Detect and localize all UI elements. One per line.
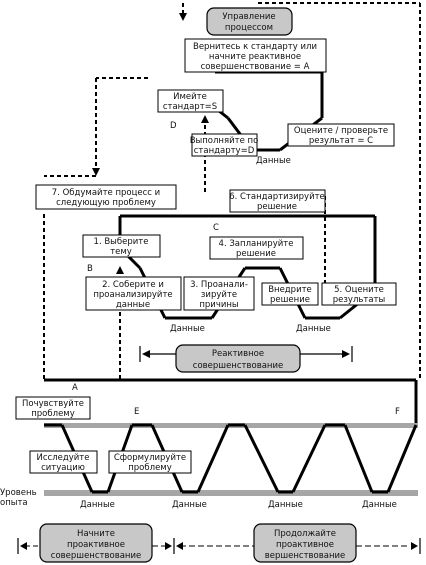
step3-box: [184, 277, 254, 310]
box-line: следующую проблему: [56, 198, 156, 208]
do-standard-box: [190, 134, 259, 156]
pill-line: Управление: [222, 12, 276, 22]
box-line: решение: [236, 249, 276, 259]
box-line: зируйте: [200, 290, 238, 300]
box-line: 2. Соберите и: [102, 280, 164, 290]
box-line: Почувствуйте: [21, 399, 85, 409]
data-label: Данные: [170, 324, 205, 334]
letter-d: D: [170, 121, 177, 131]
data-label: Данные: [362, 500, 397, 510]
implement-box: [262, 283, 318, 305]
box-line: Внедрите: [268, 285, 312, 295]
step7-box: [36, 185, 176, 209]
box-line: 5. Оцените: [334, 285, 384, 295]
pill-line: проактивное: [276, 540, 334, 550]
formulate-box: [109, 451, 191, 473]
box-line: стандарту=D: [193, 146, 255, 156]
data-label: Данные: [268, 500, 303, 510]
right-arrow-icon: [411, 542, 418, 550]
down-arrow-icon: [92, 168, 100, 176]
pill-line: совершенствование: [50, 551, 142, 561]
box-line: тему: [110, 247, 132, 257]
data-label: Данные: [296, 324, 331, 334]
box-line: 6. Стандартизируйте: [229, 192, 325, 202]
data-label: Данные: [256, 156, 291, 166]
box-line: Сформулируйте: [113, 453, 187, 463]
proactive-wave: [44, 425, 416, 492]
pill-line: Продолжайте: [273, 529, 337, 539]
return-to-standard-box: [185, 39, 326, 72]
proactive-frame: [44, 380, 416, 425]
box-line: начните реактивное: [208, 52, 302, 62]
pill-line: проактивное: [67, 540, 125, 550]
box-line: 4. Запланируйте: [218, 239, 294, 249]
box-line: 3. Проанали-: [190, 280, 248, 290]
box-line: результаты: [332, 295, 386, 305]
letter-b: B: [87, 264, 93, 274]
have-standard-box: [158, 90, 223, 112]
box-line: Имейте: [173, 92, 207, 102]
step6-box: [229, 190, 325, 212]
reactive-pill: [176, 345, 300, 372]
step5-box: [322, 283, 396, 305]
right-arrow-icon: [342, 350, 350, 358]
explore-box: [30, 451, 97, 473]
letter-a: A: [72, 383, 78, 393]
data-label: Данные: [172, 500, 207, 510]
box-line: стандарт=S: [162, 102, 218, 112]
box-line: проблему: [31, 409, 75, 419]
continue-proactive-pill: [254, 524, 356, 562]
pill-line: процессом: [224, 23, 274, 33]
up-arrow-icon: [116, 266, 124, 274]
pill-line: Реактивное: [211, 349, 265, 359]
pill-line: Начните: [77, 529, 115, 539]
left-arrow-icon: [176, 542, 183, 550]
step1-box: [83, 235, 160, 257]
box-line: Выполняйте по: [189, 136, 259, 146]
letter-c: C: [213, 223, 219, 233]
down-arrow-icon: [179, 13, 187, 21]
box-line: совершенствование = A: [200, 62, 310, 72]
step4-box: [210, 237, 303, 259]
box-line: причины: [199, 300, 239, 310]
letter-e: E: [134, 407, 140, 417]
box-line: данные: [115, 300, 151, 310]
box-line: решение: [270, 295, 310, 305]
box-line: результат = C: [308, 136, 374, 146]
box-line: решение: [257, 202, 297, 212]
letter-f: F: [395, 407, 400, 417]
up-arrow-icon: [201, 115, 209, 123]
check-result-box: [288, 124, 394, 146]
experience-level-label: Уровень: [0, 488, 37, 498]
box-line: проанализируйте: [93, 290, 173, 300]
begin-proactive-pill: [40, 524, 152, 562]
box-line: Вернитесь к стандарту или: [193, 42, 317, 52]
box-line: ситуацию: [41, 463, 85, 473]
box-line: 7. Обдумайте процесс и: [51, 188, 161, 198]
box-line: проблему: [128, 463, 172, 473]
data-label: Данные: [80, 500, 115, 510]
box-line: 1. Выберите: [93, 237, 149, 247]
step2-box: [86, 277, 181, 310]
right-arrow-icon: [165, 542, 172, 550]
process-management-pill: [207, 8, 292, 35]
left-arrow-icon: [142, 350, 150, 358]
box-line: Исследуйте: [36, 453, 90, 463]
pill-line: вершенствование: [264, 551, 346, 561]
pill-line: совершенствование: [192, 361, 284, 371]
box-line: Оцените / проверьте: [293, 126, 389, 136]
left-arrow-icon: [20, 542, 27, 550]
feel-problem-box: [16, 397, 90, 419]
experience-level-label: опыта: [0, 498, 28, 508]
